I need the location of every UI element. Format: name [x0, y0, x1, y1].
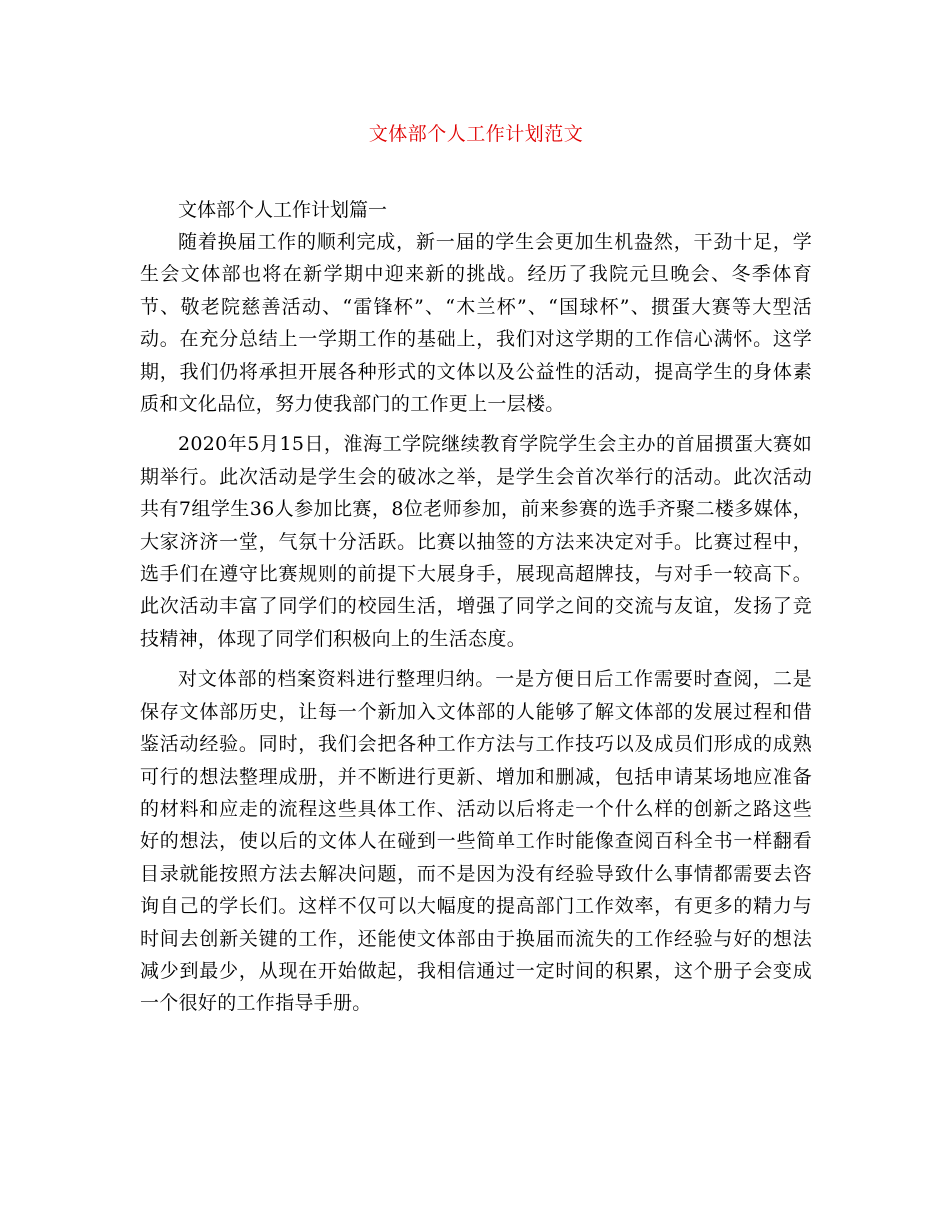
section-heading: 文体部个人工作计划篇一	[178, 199, 388, 221]
paragraph-1: 随着换届工作的顺利完成，新一届的学生会更加生机盎然，干劲十足，学生会文体部也将在新学期中迎来新的挑战。经历了我院元旦晚会、冬季体育节、敬老院慈善活动、“雷锋杯”、“木兰杯”、“国球杯”、掼蛋大赛等大型活动。在充分总结上一学期工作的基础上，我们对这学期的工作信心满怀。这学期，我们仍将承担开展各种形式的文体以及公益性的活动，提高学生的身体素质和文化品位，努力使我部门的工作更上一层楼。	[140, 231, 812, 416]
paragraph-3: 对文体部的档案资料进行整理归纳。一是方便日后工作需要时查阅，二是保存文体部历史，让每一个新加入文体部的人能够了解文体部的发展过程和借鉴活动经验。同时，我们会把各种工作方法与工作技巧以及成员们形成的成熟可行的想法整理成册，并不断进行更新、增加和删减，包括申请某场地应准备的材料和应走的流程这些具体工作、活动以后将走一个什么样的创新之路这些好的想法，使以后的文体人在碰到一些简单工作时能像查阅百科全书一样翻看目录就能按照方法去解决问题，而不是因为没有经验导致什么事情都需要去咨询自己的学长们。这样不仅可以大幅度的提高部门工作效率，有更多的精力与时间去创新关键的工作，还能使文体部由于换届而流失的工作经验与好的想法减少到最少，从现在开始做起，我相信通过一定时间的积累，这个册子会变成一个很好的工作指导手册。	[140, 668, 812, 1015]
paragraph-2: 2020年5月15日，淮海工学院继续教育学院学生会主办的首届掼蛋大赛如期举行。此次活动是学生会的破冰之举，是学生会首次举行的活动。此次活动共有7组学生36人参加比赛，8位老师参加，前来参赛的选手齐聚二楼多媒体，大家济济一堂，气氛十分活跃。比赛以抽签的方法来决定对手。比赛过程中，选手们在遵守比赛规则的前提下大展身手，展现高超牌技，与对手一较高下。此次活动丰富了同学们的校园生活，增强了同学之间的交流与友谊，发扬了竞技精神，体现了同学们积极向上的生活态度。	[140, 433, 812, 650]
document-title: 文体部个人工作计划范文	[368, 123, 584, 145]
